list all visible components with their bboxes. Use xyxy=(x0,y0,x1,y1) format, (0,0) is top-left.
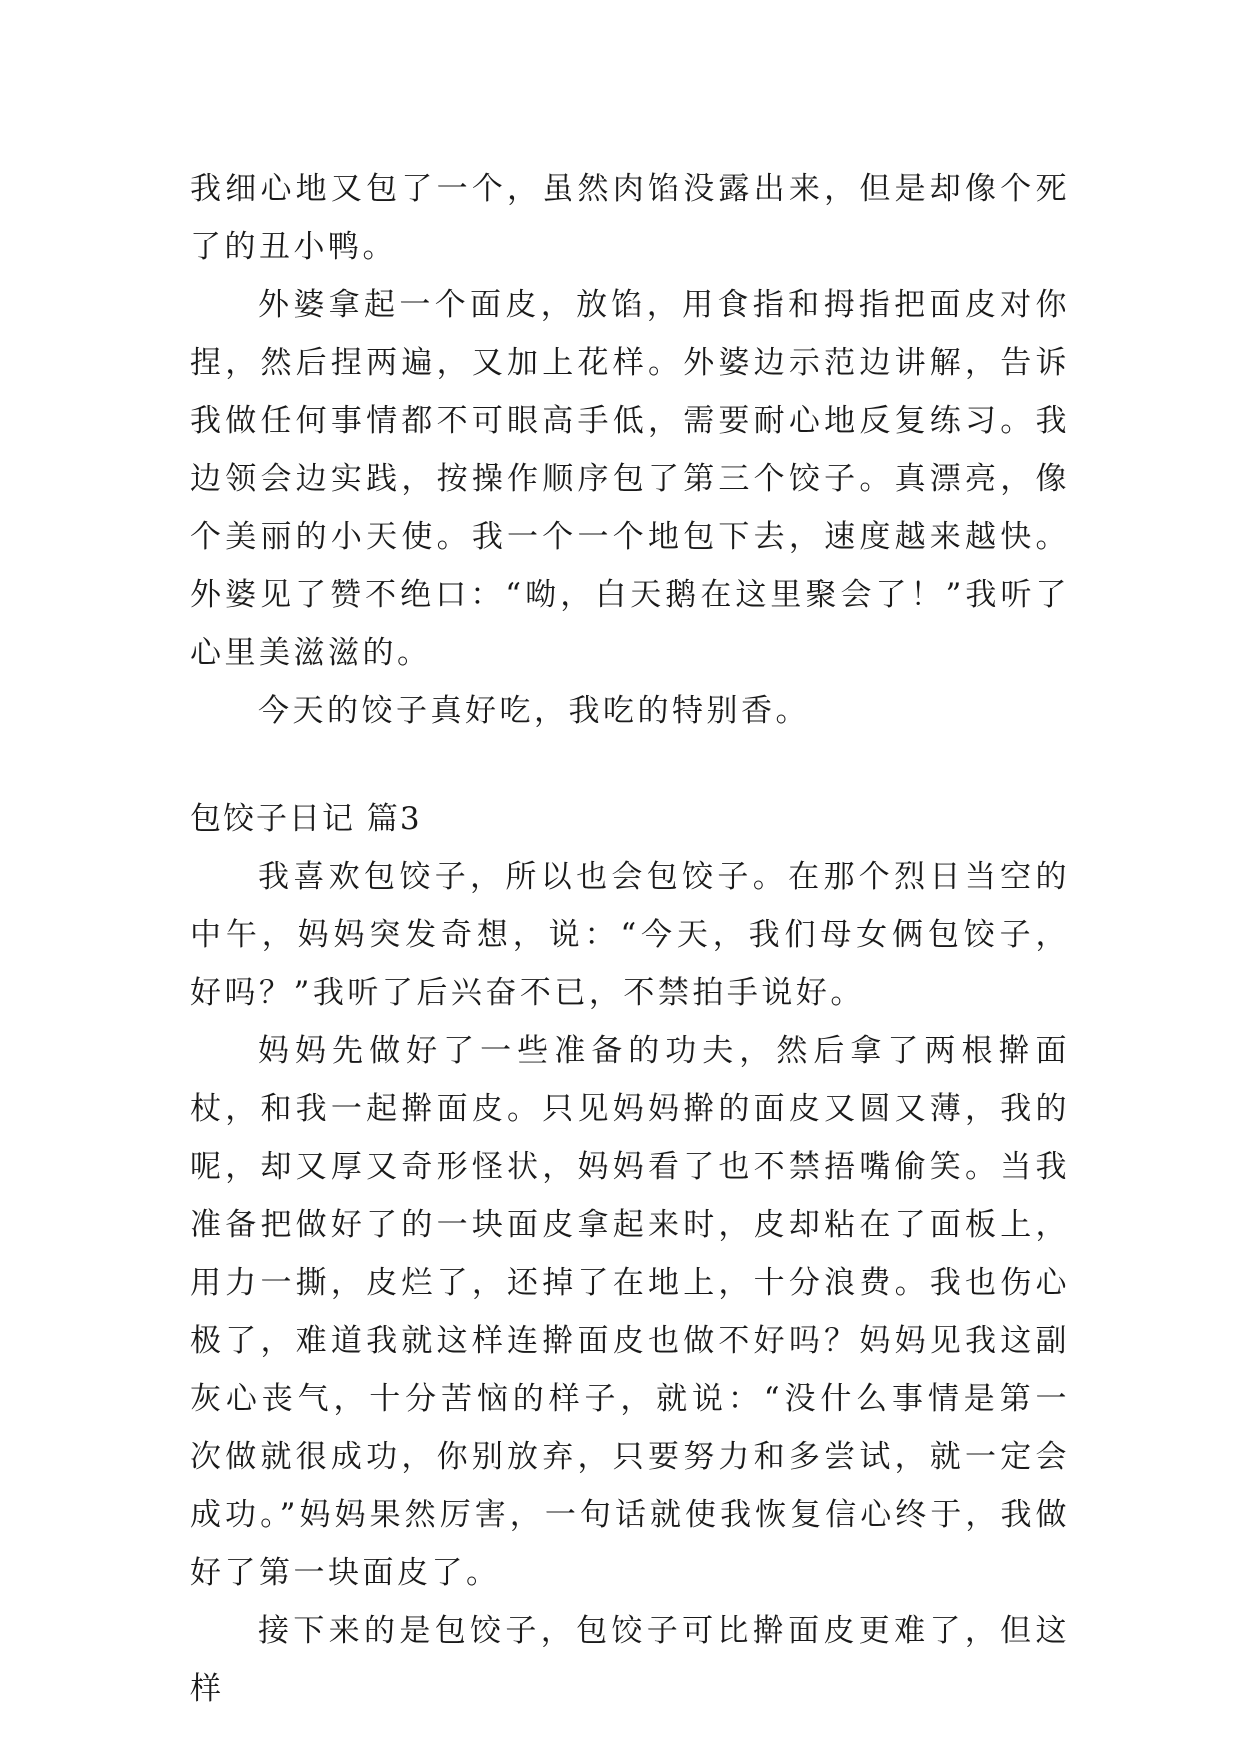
paragraph: 外婆拿起一个面皮，放馅，用食指和拇指把面皮对你捏，然后捏两遍，又加上花样。外婆边示范边讲解，告诉我做任何事情都不可眼高手低，需要耐心地反复练习。我边领会边实践，按操作顺序包了第三个饺子。真漂亮，像个美丽的小天使。我一个一个地包下去，速度越来越快。外婆见了赞不绝口：“呦，白天鹅在这里聚会了！”我听了心里美滋滋的。 xyxy=(190,287,1070,671)
paragraph: 接下来的是包饺子，包饺子可比擀面皮更难了，但这样 xyxy=(190,1613,1070,1707)
paragraph: 今天的饺子真好吃，我吃的特别香。 xyxy=(258,693,810,729)
paragraph: 妈妈先做好了一些准备的功夫，然后拿了两根擀面杖，和我一起擀面皮。只见妈妈擀的面皮又圆又薄，我的呢，却又厚又奇形怪状，妈妈看了也不禁捂嘴偷笑。当我准备把做好了的一块面皮拿起来时，皮却粘在了面板上，用力一撕，皮烂了，还掉了在地上，十分浪费。我也伤心极了，难道我就这样连擀面皮也做不好吗？妈妈见我这副灰心丧气，十分苦恼的样子，就说：“没什么事情是第一次做就很成功，你别放弃，只要努力和多尝试，就一定会成功。”妈妈果然厉害，一句话就使我恢复信心终于，我做好了第一块面皮了。 xyxy=(190,1033,1070,1591)
paragraph: 我细心地又包了一个，虽然肉馅没露出来，但是却像个死了的丑小鸭。 xyxy=(190,171,1070,265)
section-heading: 包饺子日记 篇3 xyxy=(190,801,422,837)
document-page xyxy=(190,160,1070,1718)
paragraph: 我喜欢包饺子，所以也会包饺子。在那个烈日当空的中午，妈妈突发奇想，说：“今天，我们母女俩包饺子，好吗？”我听了后兴奋不已，不禁拍手说好。 xyxy=(190,859,1070,1011)
